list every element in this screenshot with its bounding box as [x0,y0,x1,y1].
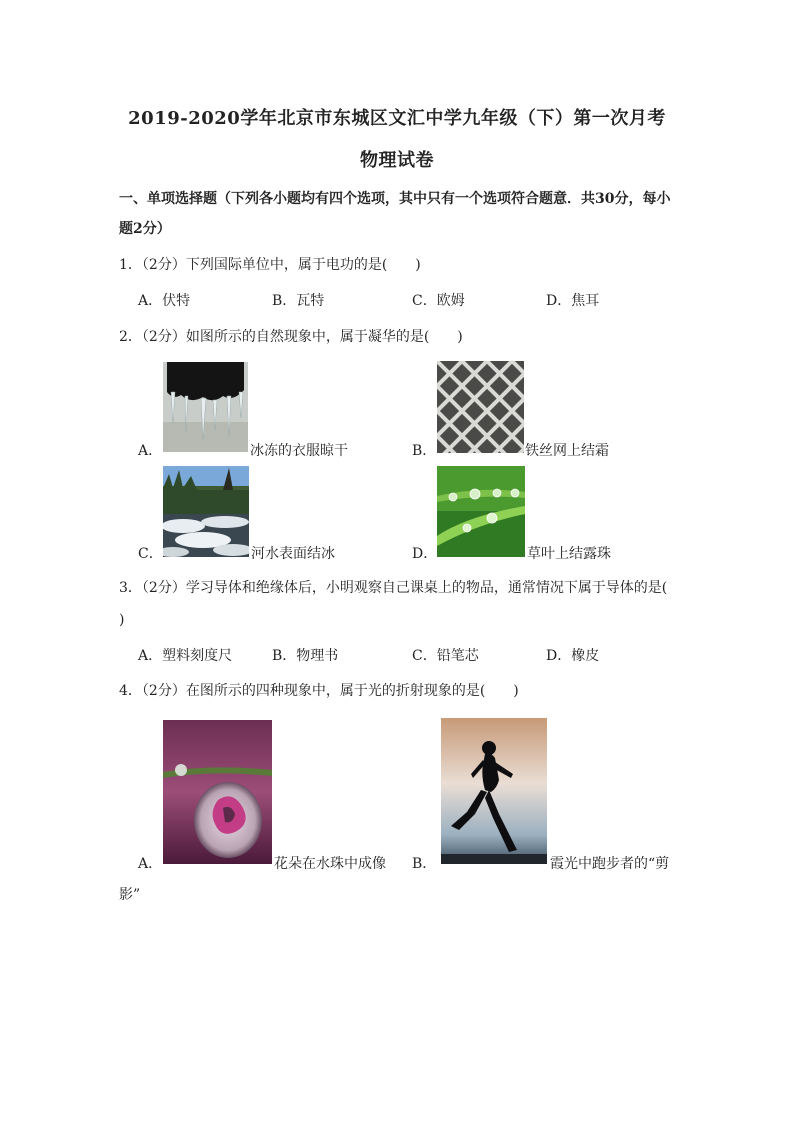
q1-option-d: D．焦耳 [546,293,600,309]
q2-option-c-letter: C． [138,546,163,562]
q3-option-b: B．物理书 [272,648,339,664]
q3-option-a: A．塑料刻度尺 [138,648,233,664]
q3-option-d: D．橡皮 [546,648,600,664]
q4-option-b-letter: B． [412,856,437,872]
q2-option-b-caption: 铁丝网上结霜 [525,443,609,459]
q4-option-b-caption: 霞光中跑步者的“剪 [550,856,670,872]
q4-option-b-caption-wrap: 影” [119,887,141,903]
dew-on-grass-photo [437,466,525,557]
q2-option-a-letter: A． [138,443,163,459]
q3-option-c: C．铅笔芯 [412,648,479,664]
question-4-stem: 4．（2分）在图所示的四种现象中，属于光的折射现象的是( ) [119,683,519,699]
q2-option-c-caption: 河水表面结冰 [251,546,335,562]
q4-option-a-letter: A． [138,856,163,872]
question-3-stem-wrap: ) [119,612,125,628]
q2-option-b-letter: B． [412,443,437,459]
question-3-stem: 3．（2分）学习导体和绝缘体后，小明观察自己课桌上的物品，通常情况下属于导体的是( [119,580,668,596]
question-1-stem: 1．（2分）下列国际单位中，属于电功的是( ) [119,257,421,273]
q2-option-d-letter: D． [412,546,438,562]
question-2-stem: 2．（2分）如图所示的自然现象中，属于凝华的是( ) [119,329,463,345]
frozen-clothes-photo [163,362,248,452]
q2-option-d-caption: 草叶上结露珠 [527,546,611,562]
section-heading-wrap: 题2分） [119,221,171,237]
q1-option-b: B．瓦特 [272,293,325,309]
q4-option-a-caption: 花朵在水珠中成像 [274,856,386,872]
page-subtitle: 物理试卷 [360,150,434,171]
runner-silhouette-photo [441,718,547,864]
flower-in-droplet-photo [163,720,272,864]
q2-option-a-caption: 冰冻的衣服晾干 [250,443,348,459]
frost-wire-mesh-photo [437,361,524,453]
section-heading: 一、单项选择题（下列各小题均有四个选项，其中只有一个选项符合题意．共30分，每小 [119,191,671,207]
frozen-river-photo [163,466,249,557]
page-title: 2019-2020学年北京市东城区文汇中学九年级（下）第一次月考 [128,108,666,129]
q1-option-a: A．伏特 [138,293,191,309]
q1-option-c: C．欧姆 [412,293,465,309]
